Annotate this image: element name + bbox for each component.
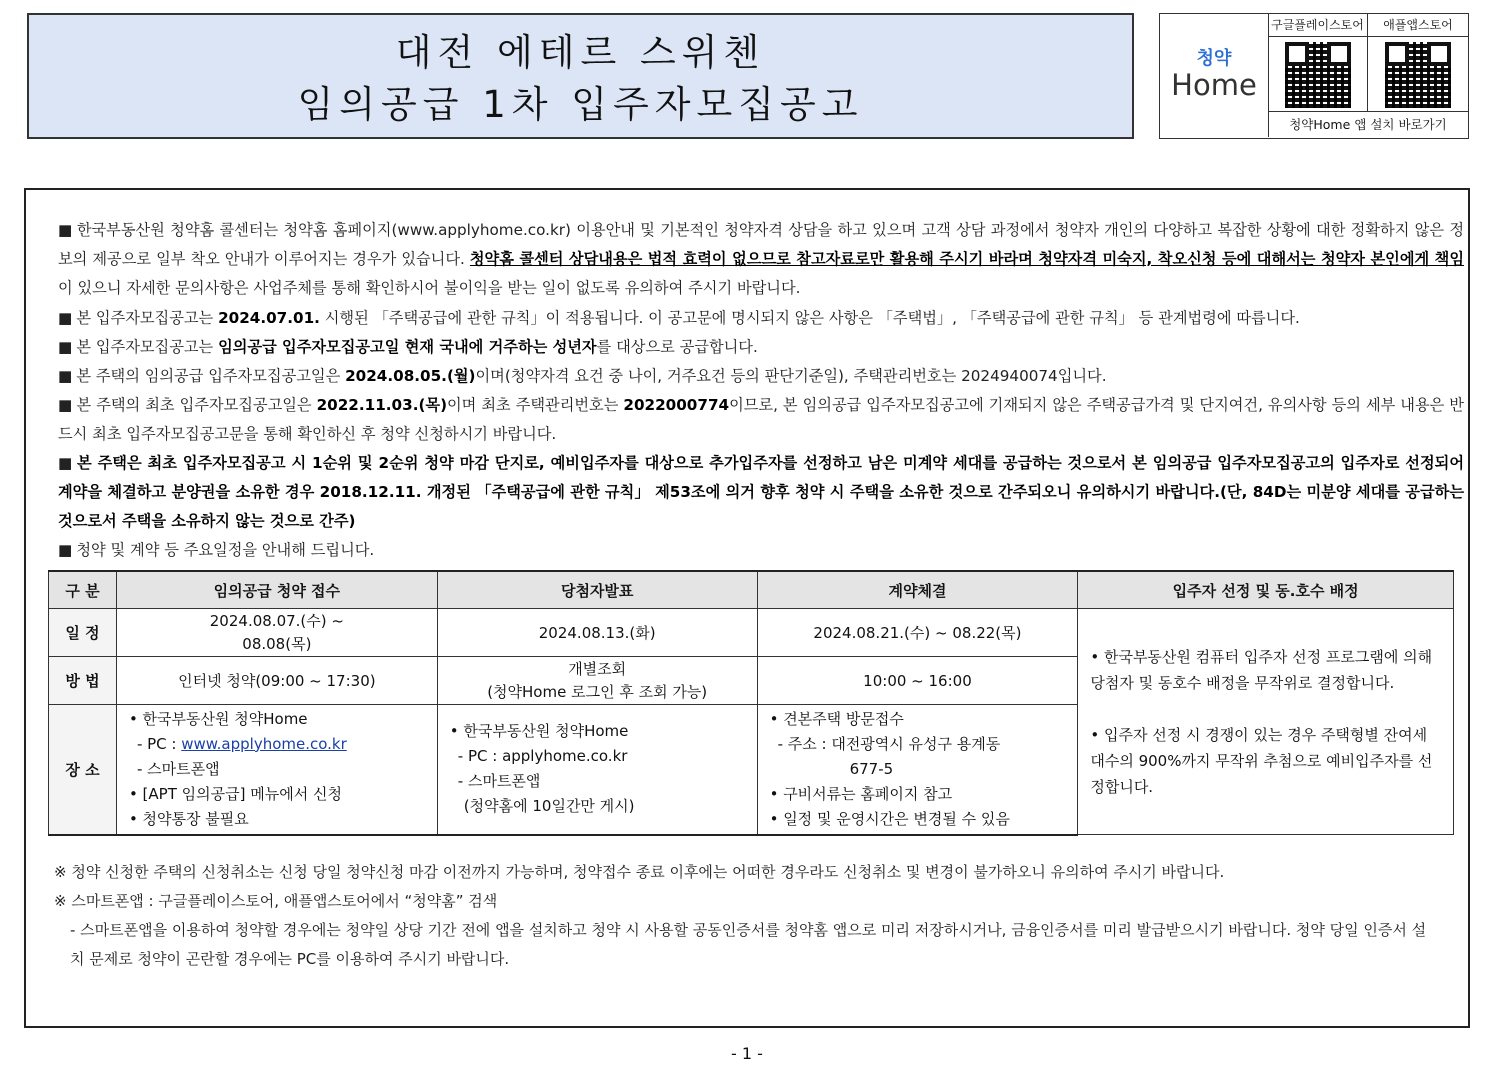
notice-4 <box>58 362 1464 391</box>
title-box <box>27 13 1134 139</box>
place-line: (청약홈에 10일간만 게시) <box>463 797 635 816</box>
notice-text: 본 입주자모집공고는 <box>76 338 219 356</box>
google-play-label: 구글플레이스토어 <box>1268 14 1367 37</box>
notice-text: 이며 최초 주택관리번호는 <box>447 396 624 414</box>
bullet-square-icon: ■ <box>58 338 73 356</box>
footnote-1: ※ 청약 신청한 주택의 신청취소는 신청 당일 청약신청 마감 이전까지 가능하며, 청약접수 종료 이후에는 어떠한 경우라도 신청취소 및 변경이 불가하오니 유의하여 주시기 바랍니다. <box>54 863 1225 881</box>
logo-top-text: 청약 <box>1196 48 1232 69</box>
apply-place-cell <box>116 705 437 835</box>
place-line: • 청약통장 불필요 <box>128 809 249 828</box>
bullet-square-icon: ■ <box>58 221 73 239</box>
bullet-square-icon: ■ <box>58 396 73 414</box>
google-play-qr[interactable] <box>1268 14 1368 111</box>
notice-7 <box>58 536 1464 565</box>
announce-place-cell <box>437 705 757 835</box>
notice-emphasis: 2024.08.05.(월) <box>345 367 476 385</box>
contract-method-cell: 10:00 ~ 16:00 <box>757 657 1078 705</box>
notice-2 <box>58 304 1464 333</box>
notice-text: 이 있으니 자세한 문의사항은 사업주체를 통해 확인하시어 불이익을 받는 일이 없도록 유의하여 주시기 바랍니다. <box>58 279 801 297</box>
contract-date-cell: 2024.08.21.(수) ~ 08.22(목) <box>757 609 1078 657</box>
logo-bottom-text: Home <box>1171 68 1257 102</box>
applyhome-link[interactable]: www.applyhome.co.kr <box>181 734 347 753</box>
selection-cell <box>1078 609 1454 835</box>
place-line: • 구비서류는 홈페이지 참고 <box>769 784 953 803</box>
notice-text: 를 대상으로 공급합니다. <box>596 338 758 356</box>
place-line: • 일정 및 운영시간은 변경될 수 있음 <box>769 809 1010 828</box>
notice-emphasis: 임의공급 입주자모집공고일 현재 국내에 거주하는 성년자 <box>218 338 597 356</box>
notice-text: 한국부동산원 청약홈 콜센터는 청약홈 홈페이지(www.applyhome.co.kr) 이용안내 및 기본적인 청약자격 상담을 하고 있으며 고객 상담 과정에서 청약자 개인의 다양하고 복잡한 상황에 대한 정확하지 않은 정보의 제공으로 일부 착오 안내가 이루어지는 경우가 있습니다. <box>58 221 1464 268</box>
schedule-table <box>48 570 1454 836</box>
bullet-square-icon: ■ <box>58 541 73 559</box>
place-line: • [APT 임의공급] 메뉴에서 신청 <box>128 784 342 803</box>
notice-1 <box>58 216 1464 303</box>
notice-6 <box>58 449 1464 536</box>
applyhome-logo <box>1160 14 1269 137</box>
place-line: - 주소 : 대전광역시 유성구 용계동 <box>777 734 1001 753</box>
place-line: 677-5 <box>849 759 894 778</box>
notice-text: 이며(청약자격 요건 중 나이, 거주요건 등의 판단기준일), 주택관리번호는 2024940074입니다. <box>475 367 1107 385</box>
app-install-link[interactable]: 청약Home 앱 설치 바로가기 <box>1268 111 1468 138</box>
notice-emphasis: 2022000774 <box>623 396 730 414</box>
notice-text: 시행된 「주택공급에 관한 규칙」이 적용됩니다. 이 공고문에 명시되지 않은 사항은 「주택법」, 「주택공급에 관한 규칙」 등 관계법령에 따릅니다. <box>319 309 1300 327</box>
table-header-row <box>49 571 1454 609</box>
notice-text: 본 입주자모집공고는 <box>76 309 219 327</box>
announce-date-cell: 2024.08.13.(화) <box>437 609 757 657</box>
contract-place-cell <box>757 705 1078 835</box>
row-label-date: 일 정 <box>49 609 117 657</box>
footnote-3: - 스마트폰앱을 이용하여 청약할 경우에는 청약일 상당 기간 전에 앱을 설치하고 청약 시 사용할 공동인증서를 청약홈 앱으로 미리 저장하시거나, 금융인증서를 미리 발급받으시기 바랍니다. 청약 당일 인증서 설치 문제로 청약이 곤란할 경우에는 PC를 이용하여 주시기 바랍니다. <box>70 921 1427 968</box>
notice-5 <box>58 391 1464 449</box>
footnote-2: ※ 스마트폰앱 : 구글플레이스토어, 애플앱스토어에서 “청약홈” 검색 <box>54 892 498 910</box>
bullet-square-icon: ■ <box>58 454 73 472</box>
header-contract: 계약체결 <box>757 571 1078 609</box>
notice-emphasis: 본 주택은 최초 입주자모집공고 시 1순위 및 2순위 청약 마감 단지로, 예비입주자를 대상으로 추가입주자를 선정하고 남은 미계약 세대를 공급하는 것으로서 본 임의공급 입주자모집공고의 입주자로 선정되어 계약을 체결하고 분양권을 소유한 경우 2018.12.11. 개정된 「주택공급에 관한 규칙」 제53조에 의거 향후 청약 시 주택을 소유한 것으로 간주되오니 유의하시기 바랍니다.(단, 84D는 미분양 세대를 공급하는 것으로서 주택을 소유하지 않는 것으로 간주) <box>58 454 1464 530</box>
row-label-method: 방 법 <box>49 657 117 705</box>
apply-date-cell <box>116 609 437 657</box>
notice-emphasis: 2022.11.03.(목) <box>316 396 448 414</box>
app-install-box <box>1159 13 1469 139</box>
header-category: 구 분 <box>49 571 117 609</box>
announce-method-cell <box>437 657 757 705</box>
selection-text-2: • 입주자 선정 시 경쟁이 있는 경우 주택형별 잔여세대수의 900%까지 무작위 추첨으로 예비입주자를 선정합니다. <box>1090 725 1433 796</box>
apply-method-cell: 인터넷 청약(09:00 ~ 17:30) <box>116 657 437 705</box>
notice-3 <box>58 333 1464 362</box>
qr-code-icon <box>1285 42 1351 108</box>
apply-date-start: 2024.08.07.(수) ~ <box>209 611 344 630</box>
place-line: - 스마트폰앱 <box>136 759 220 778</box>
place-line: - 스마트폰앱 <box>457 772 541 791</box>
notice-text: 본 주택의 최초 입주자모집공고일은 <box>76 396 317 414</box>
notice-text: 청약 및 계약 등 주요일정을 안내해 드립니다. <box>76 541 375 559</box>
notice-text: 이므로, 본 임의공급 입주자모집공고에 기재되지 않은 주택공급가격 및 단지여건, 유의사항 등의 세부 내용은 반드시 최초 입주자모집공고문을 통해 확인하신 후 청약 신청하시기 바랍니다. <box>58 396 1464 443</box>
announce-method-1: 개별조회 <box>568 659 627 678</box>
notice-text: 본 주택의 임의공급 입주자모집공고일은 <box>76 367 346 385</box>
table-row <box>49 609 1454 657</box>
place-line: • 한국부동산원 청약Home <box>128 709 308 728</box>
notice-box <box>24 188 1470 1028</box>
notice-emphasis: 2024.07.01. <box>218 309 320 327</box>
page-number: - 1 - <box>731 1044 763 1063</box>
qr-code-icon <box>1385 42 1451 108</box>
bullet-square-icon: ■ <box>58 367 73 385</box>
notice-emphasis: 청약홈 콜센터 상담내용은 법적 효력이 없으므로 참고자료로만 활용해 주시기 바라며 청약자격 미숙지, 착오신청 등에 대해서는 청약자 본인에게 책임 <box>469 250 1464 268</box>
apply-date-end: 08.08(목) <box>242 634 312 653</box>
row-label-place: 장 소 <box>49 705 117 835</box>
announce-method-2: (청약Home 로그인 후 조회 가능) <box>487 682 708 701</box>
place-line: • 견본주택 방문접수 <box>769 709 904 728</box>
app-store-qr[interactable] <box>1368 14 1468 111</box>
selection-text-1: • 한국부동산원 컴퓨터 입주자 선정 프로그램에 의해 당첨자 및 동호수 배정을 무작위로 결정합니다. <box>1090 647 1433 692</box>
place-line: - PC : www.applyhome.co.kr <box>136 734 347 753</box>
header-announce: 당첨자발표 <box>437 571 757 609</box>
place-line: - PC : applyhome.co.kr <box>457 747 628 766</box>
app-store-label: 애플앱스토어 <box>1368 14 1468 37</box>
header-selection: 입주자 선정 및 동.호수 배정 <box>1078 571 1454 609</box>
header-apply: 임의공급 청약 접수 <box>116 571 437 609</box>
place-line: • 한국부동산원 청약Home <box>449 722 629 741</box>
title-line-2: 임의공급 1차 입주자모집공고 <box>297 83 864 126</box>
title-line-1: 대전 에테르 스위첸 <box>395 31 766 74</box>
bullet-square-icon: ■ <box>58 309 73 327</box>
